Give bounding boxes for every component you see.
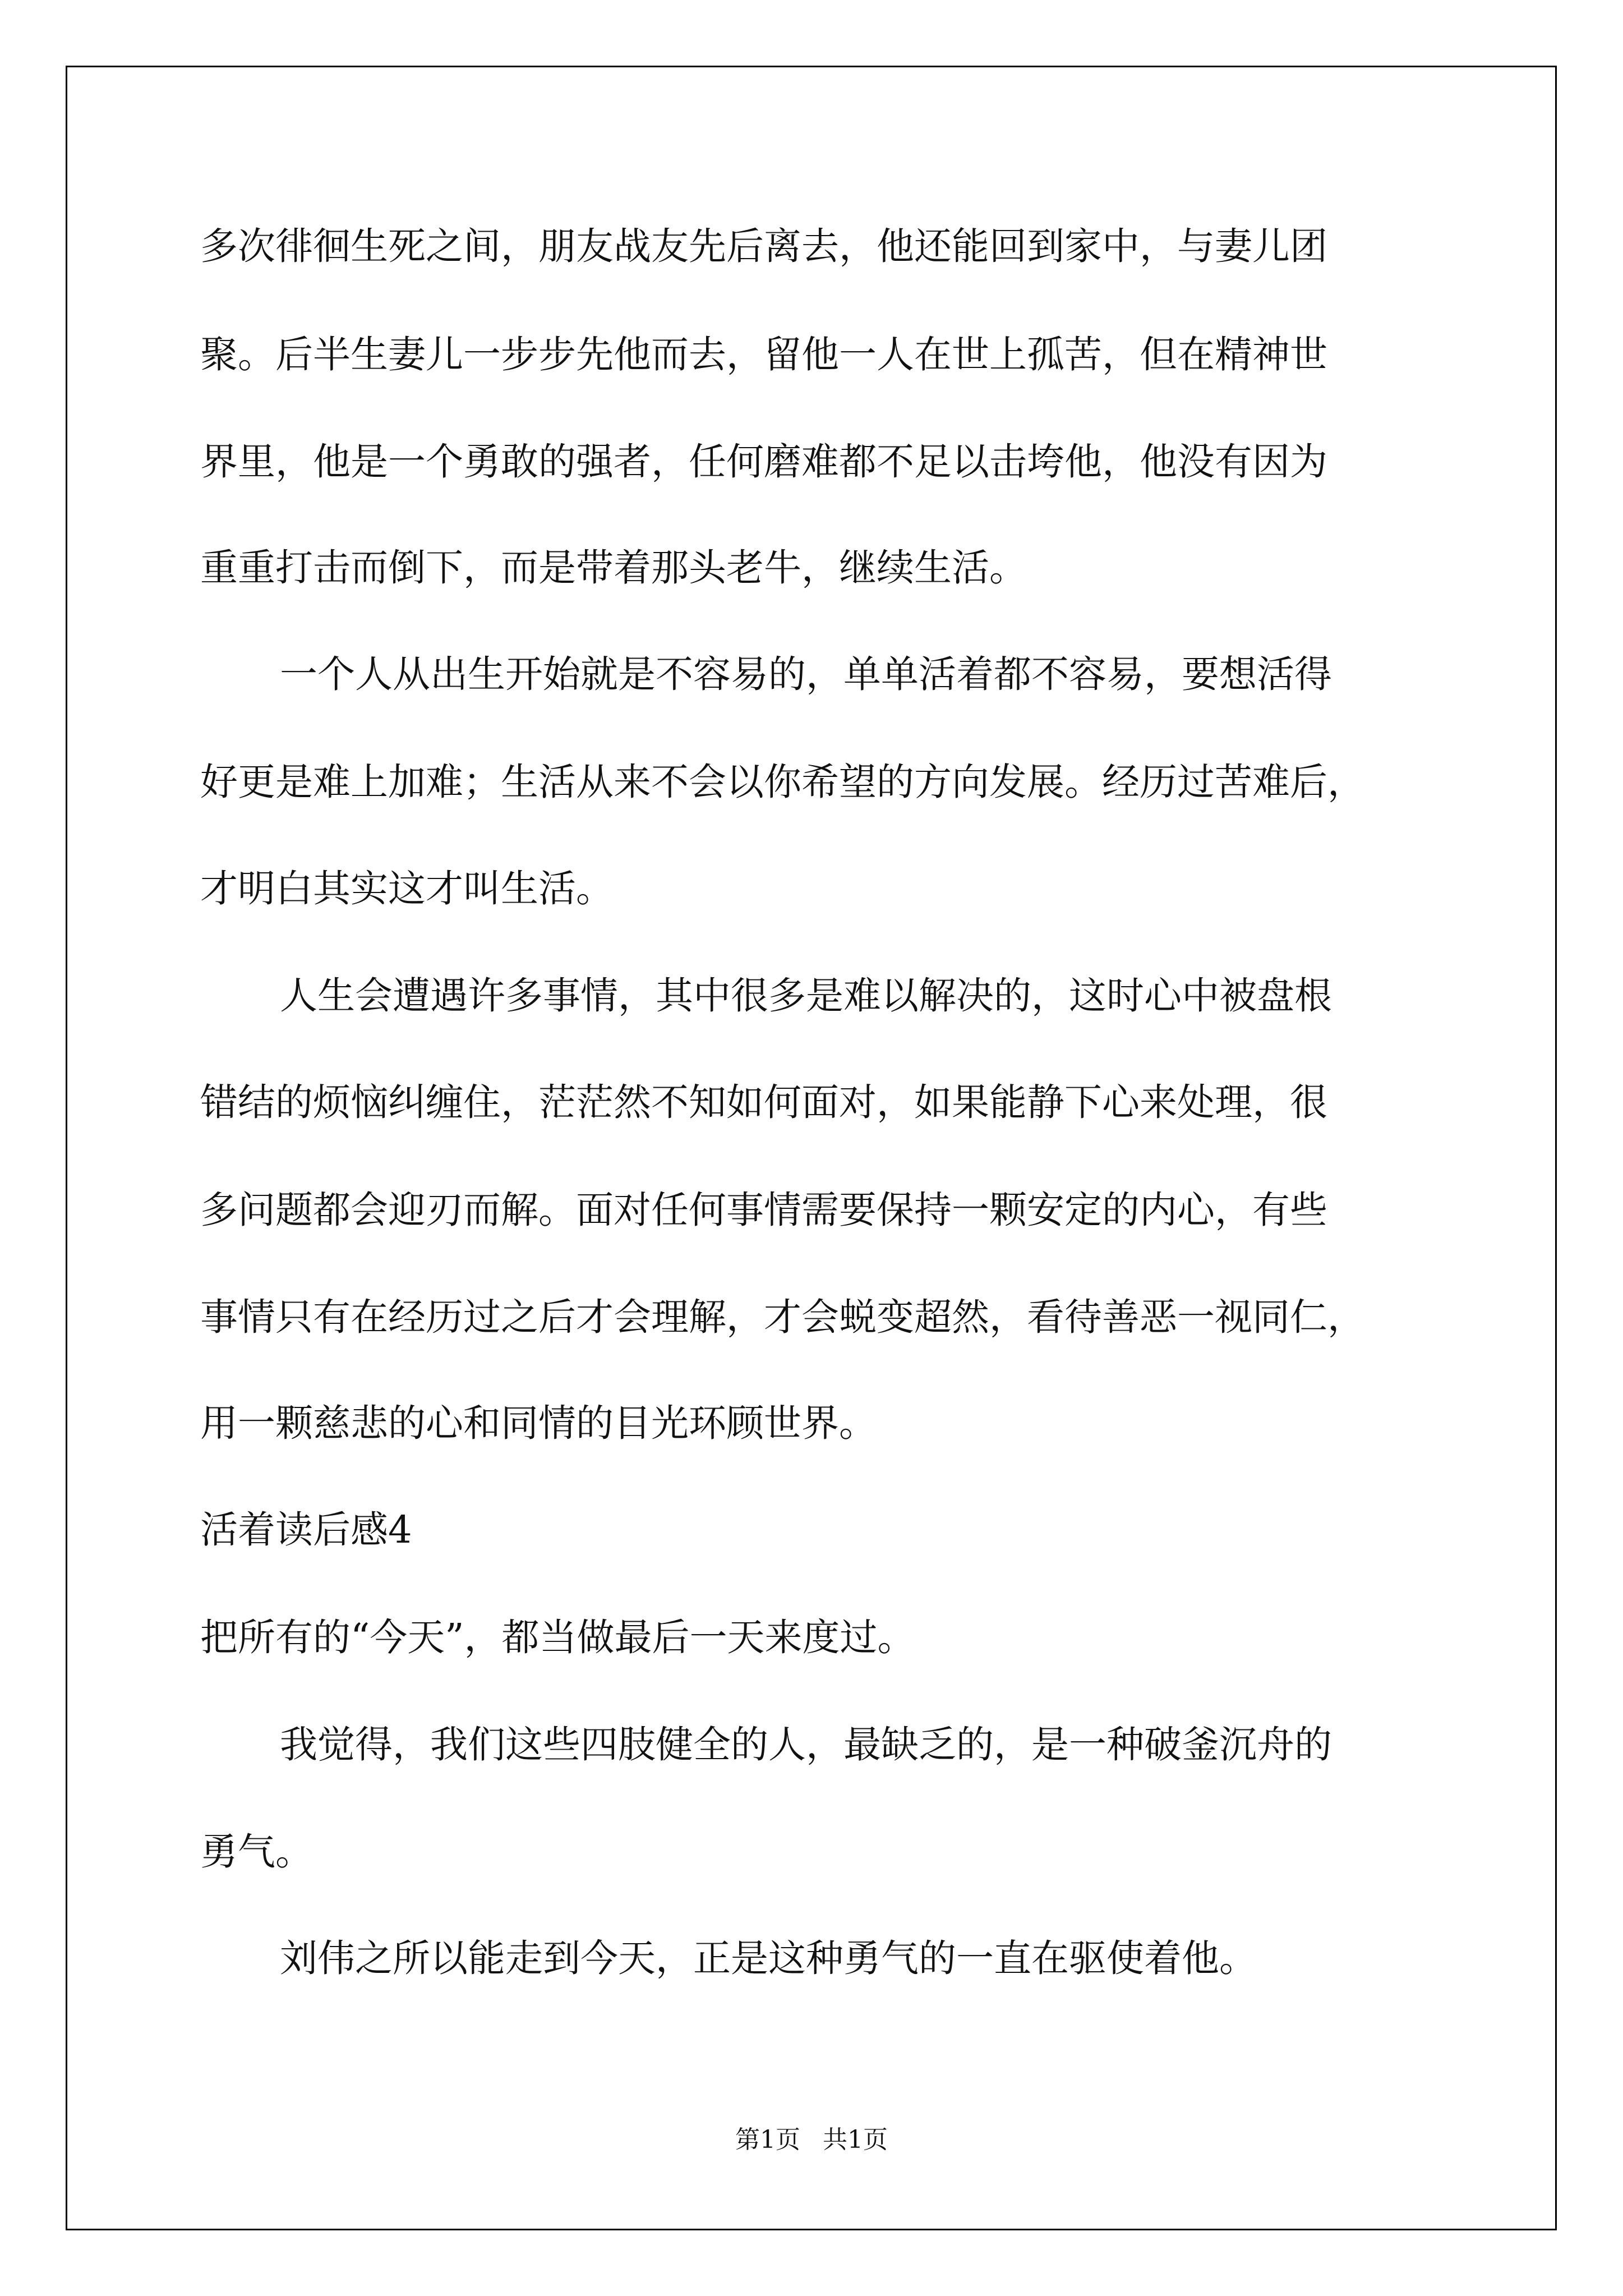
- paragraph-first-line: 刘伟之所以能走到今天，正是这种勇气的一直在驱使着他。: [280, 1936, 1257, 1980]
- text-line: 事情只有在经历过之后才会理解，才会蜕变超然，看待善恶一视同仁，: [200, 1295, 1365, 1339]
- text-line: 聚。后半生妻儿一步步先他而去，留他一人在世上孤苦，但在精神世: [200, 333, 1327, 376]
- text-line: 好更是难上加难；生活从来不会以你希望的方向发展。经历过苦难后，: [200, 760, 1365, 804]
- text-line: 错结的烦恼纠缠住，茫茫然不知如何面对，如果能静下心来处理，很: [200, 1080, 1327, 1124]
- text-line: 才明白其实这才叫生活。: [200, 867, 614, 910]
- paragraph-first-line: 我觉得，我们这些四肢健全的人，最缺乏的，是一种破釜沉舟的: [280, 1723, 1332, 1766]
- text-line: 勇气。: [200, 1830, 313, 1874]
- paragraph-first-line: 一个人从出生开始就是不容易的，单单活着都不容易，要想活得: [280, 652, 1332, 696]
- page-border: [66, 66, 1557, 2230]
- text-line: 把所有的“今天”，都当做最后一天来度过。: [200, 1616, 915, 1659]
- text-line: 界里，他是一个勇敢的强者，任何磨难都不足以击垮他，他没有因为: [200, 440, 1327, 484]
- text-line: 多次徘徊生死之间，朋友战友先后离去，他还能回到家中，与妻儿团: [200, 224, 1327, 268]
- section-heading: 活着读后感4: [200, 1508, 412, 1552]
- page-footer: [0, 2119, 1623, 2155]
- text-line: 重重打击而倒下，而是带着那头老牛，继续生活。: [200, 546, 1027, 590]
- text-line: 多问题都会迎刃而解。面对任何事情需要保持一颗安定的内心，有些: [200, 1188, 1327, 1232]
- paragraph-first-line: 人生会遭遇许多事情，其中很多是难以解决的，这时心中被盘根: [280, 974, 1332, 1018]
- page-number-current: 第1页: [735, 2125, 800, 2154]
- text-line: 用一颗慈悲的心和同情的目光环顾世界。: [200, 1401, 877, 1445]
- page-number-total: 共1页: [823, 2125, 888, 2154]
